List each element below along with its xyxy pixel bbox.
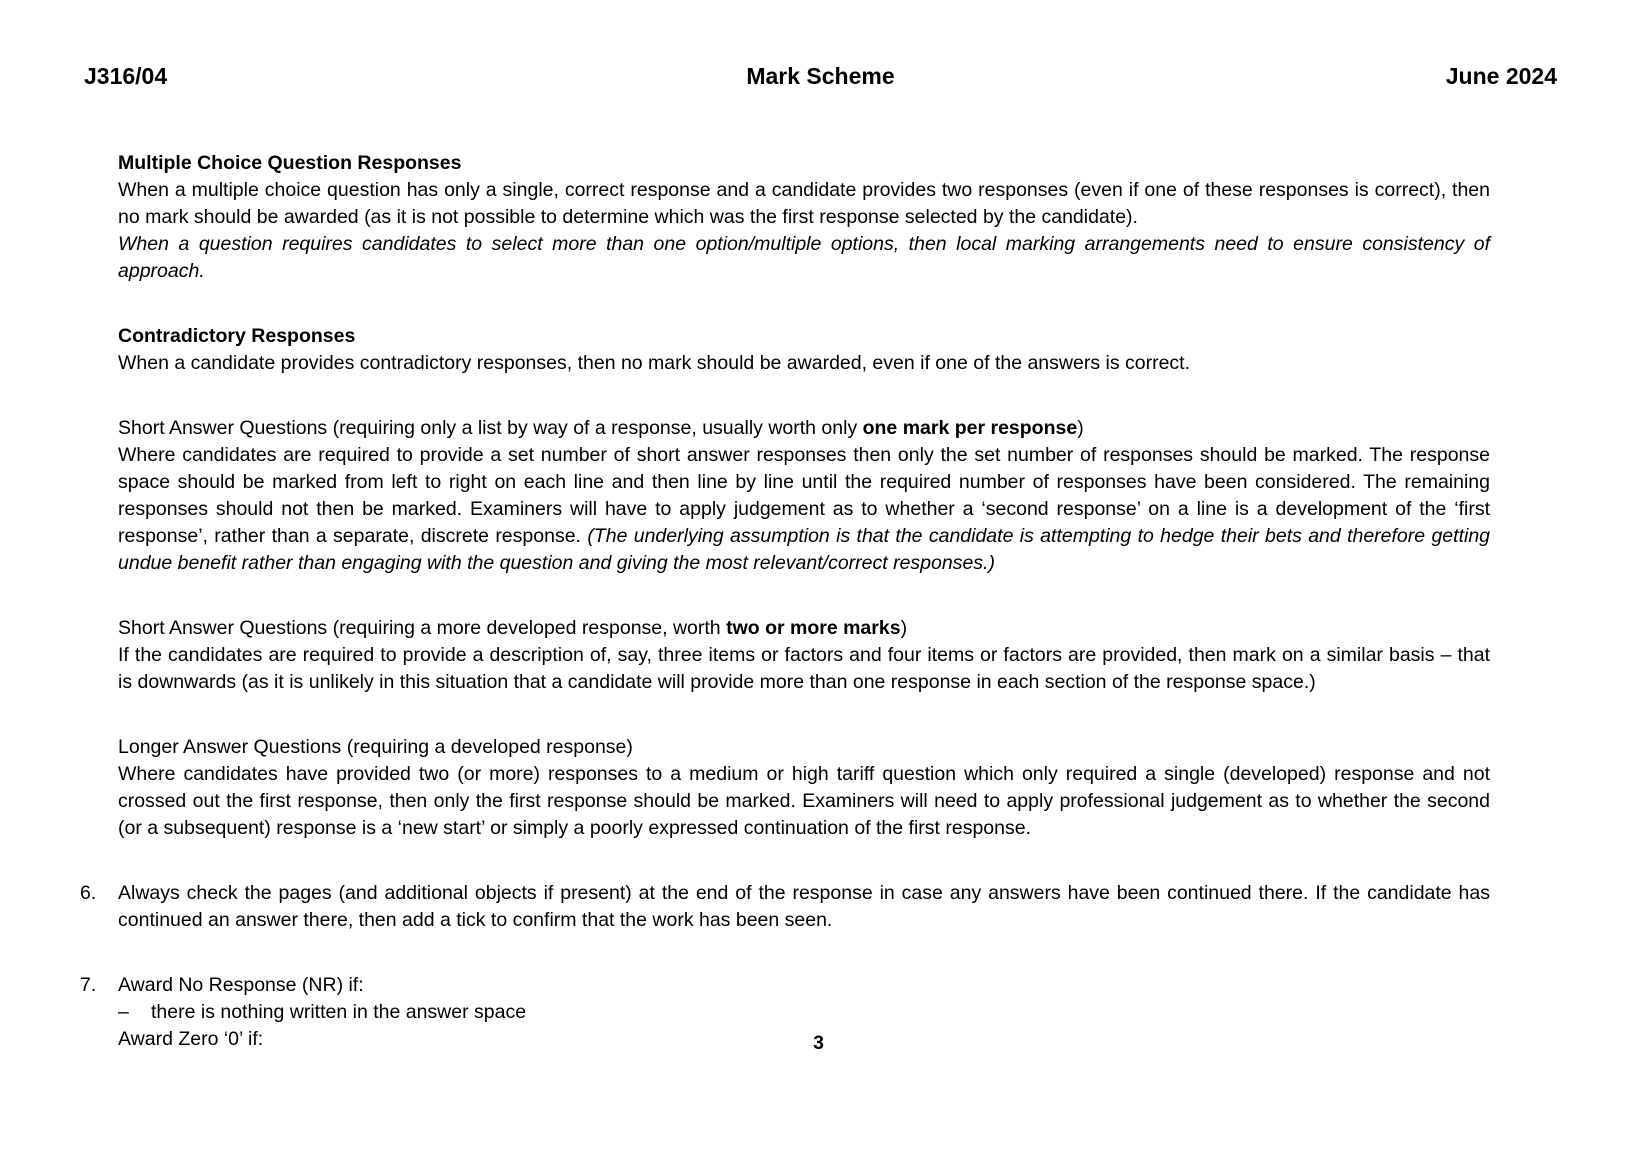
heading-text: Short Answer Questions (requiring only a list by way of a response, usually worth only — [118, 417, 863, 439]
item-line-award-nr: Award No Response (NR) if: — [118, 974, 364, 996]
section-short-answer-list — [118, 415, 1490, 577]
section-heading-multiple-choice: Multiple Choice Question Responses — [118, 152, 462, 174]
page-number: 3 — [813, 1032, 824, 1054]
doc-title: Mark Scheme — [746, 63, 895, 89]
paragraph-italic-text: (The underlying assumption is that the candidate is attempting to hedge their bets and therefore getting undue benefit rather than engaging with the question and giving the most relevant/correct responses.) — [118, 525, 1491, 574]
document-body — [0, 90, 1637, 1053]
section-heading-contradictory: Contradictory Responses — [118, 325, 356, 347]
paragraph-longer-answer: Where candidates have provided two (or more) responses to a medium or high tariff question which only required a single (developed) response and not crossed out the first response, then only the first response should be marked. Examiners will need to apply professional judgement as to whether the second (or a subsequent) response is a ‘new start’ or simply a poorly expressed continuation of the first response. — [118, 763, 1490, 839]
document-header — [0, 0, 1637, 90]
heading-bold-text: one mark per response — [862, 417, 1078, 439]
section-contradictory — [118, 323, 1490, 377]
paragraph-short-answer-list — [118, 442, 1490, 577]
heading-text: ) — [1077, 417, 1084, 439]
dash-bullet-text: there is nothing written in the answer space — [151, 1001, 527, 1023]
paragraph-item-6: Always check the pages (and additional objects if present) at the end of the response in case any answers have been continued there. If the candidate has continued an answer there, then add a tick to confirm that the work has been seen. — [118, 882, 1490, 931]
paragraph-multiple-choice-italic: When a question requires candidates to select more than one option/multiple options, then local marking arrangements need to ensure consistency of approach. — [118, 233, 1490, 282]
paragraph-contradictory: When a candidate provides contradictory responses, then no mark should be awarded, even if one of the answers is correct. — [118, 352, 1191, 374]
doc-date: June 2024 — [1445, 63, 1557, 89]
section-heading-short-answer-list — [118, 415, 1490, 442]
item-body — [118, 880, 1490, 934]
item-number: 7. — [80, 974, 97, 996]
item-number: 6. — [80, 882, 97, 904]
section-heading-short-answer-developed — [118, 615, 1490, 642]
section-multiple-choice — [118, 150, 1490, 285]
heading-text: ) — [900, 617, 908, 639]
heading-text: Short Answer Questions (requiring a more developed response, worth — [118, 617, 727, 639]
paragraph-short-answer-developed: If the candidates are required to provide a description of, say, three items or factors and four items or factors are provided, then mark on a similar basis – that is downwards (as it is unlikely in this situation that a candidate will provide more than one response in each section of the response space.) — [118, 644, 1490, 693]
item-line-award-zero: Award Zero ‘0’ if: — [118, 1028, 264, 1050]
dash-bullet: – — [118, 1001, 129, 1023]
numbered-item-6 — [80, 880, 1490, 934]
dash-bullet-line — [118, 999, 1490, 1026]
heading-bold-text: two or more marks — [726, 617, 901, 639]
paragraph-text: Where candidates are required to provide a set number of short answer responses then only the set number of responses should be marked. The response space should be marked from left to right on each line and then line by line until the required number of responses have been considered. The remaining responses should not then be marked. Examiners will have to apply judgement as to whether a ‘second response’ on a line is a development of the ‘first response’, rather than a separate, discrete response. — [118, 444, 1490, 547]
section-heading-longer-answer: Longer Answer Questions (requiring a developed response) — [118, 736, 633, 758]
section-longer-answer — [118, 734, 1490, 842]
section-short-answer-developed — [118, 615, 1490, 696]
paragraph-multiple-choice: When a multiple choice question has only a single, correct response and a candidate provides two responses (even if one of these responses is correct), then no mark should be awarded (as it is not possible to determine which was the first response selected by the candidate). — [118, 179, 1490, 228]
doc-code: J316/04 — [84, 63, 168, 89]
